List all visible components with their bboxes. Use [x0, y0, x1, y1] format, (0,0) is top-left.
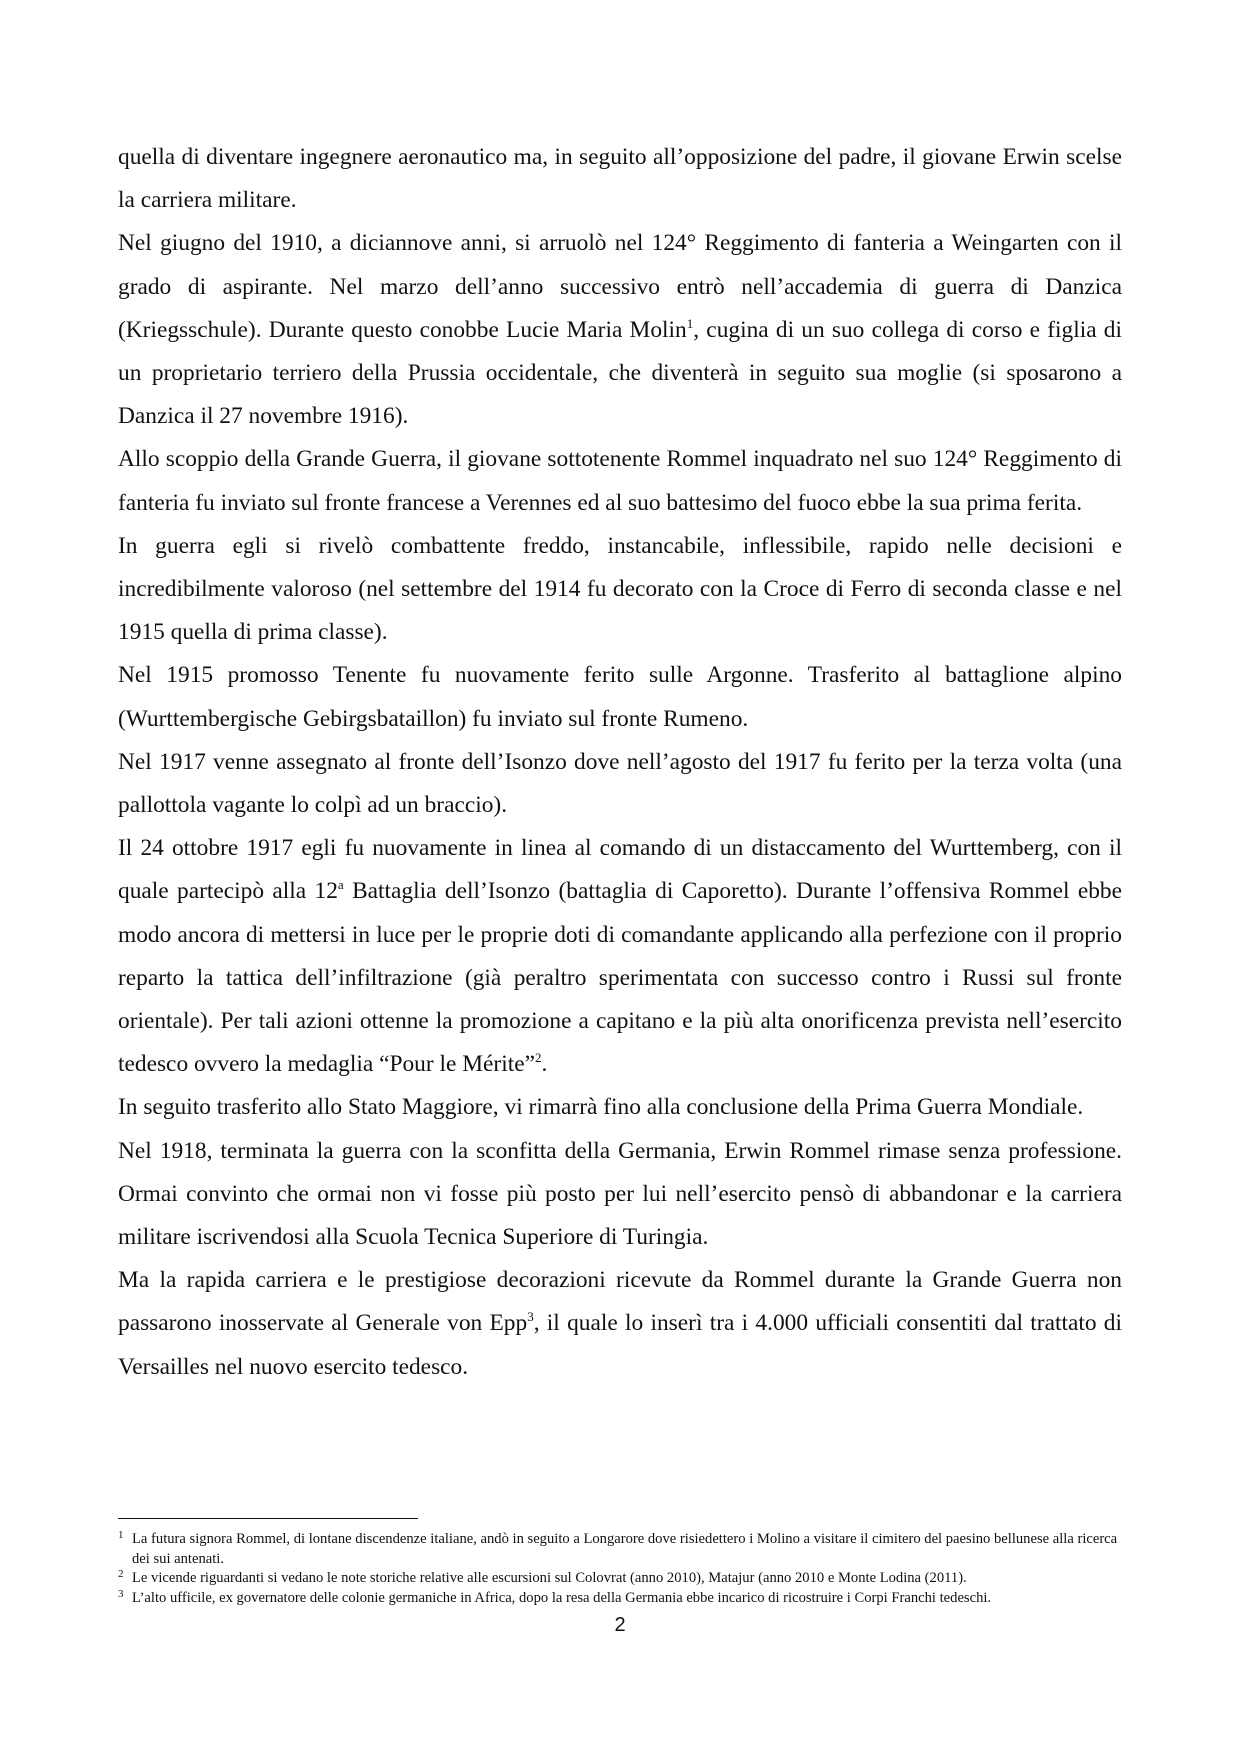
paragraph-2 — [118, 222, 1122, 438]
paragraph-2-text-after: , cugina di un suo collega di corso e figlia di un proprietario terriero della Prussia occidentale, che diventerà in seguito sua moglie (si sposarono a Danzica il 27 novembre 1916). — [118, 316, 1122, 430]
paragraph-2-text-before: Nel giugno del 1910, a diciannove anni, si arruolò nel 124° Reggimento di fanteria a Weingarten con il grado di aspirante. Nel marzo dell’anno successivo entrò nell’accademia di guerra di Danzica (Kriegsschule). Durante questo conobbe Lucie Maria Molin — [118, 230, 1122, 343]
footnote-1-text: La futura signora Rommel, di lontane discendenze italiane, andò in seguito a Longarore dove risiedettero i Molino a visitare il cimitero del paesino bellunese alla ricerca dei sui antenati. — [132, 1531, 1118, 1567]
footnote-1 — [118, 1530, 1122, 1569]
paragraph-3: Allo scoppio della Grande Guerra, il giovane sottotenente Rommel inquadrato nel suo 124° Reggimento di fanteria fu inviato sul fronte francese a Verennes ed al suo battesimo del fuoco ebbe la sua prima ferita. — [118, 446, 1122, 516]
ordinal-superscript: a — [337, 877, 344, 893]
document-body — [118, 136, 1122, 1389]
footnote-3-text: L’alto ufficile, ex governatore delle colonie germaniche in Africa, dopo la resa della Germania ebbe incarico di ricostruire i Corpi Franchi tedeschi. — [132, 1589, 992, 1606]
paragraph-10 — [118, 1259, 1122, 1389]
paragraph-6: Nel 1917 venne assegnato al fronte dell’Isonzo dove nell’agosto del 1917 fu ferito per la terza volta (una pallottola vagante lo colpì ad un braccio). — [118, 748, 1122, 819]
page-number: 2 — [614, 1614, 626, 1636]
paragraph-9: Nel 1918, terminata la guerra con la sconfitta della Germania, Erwin Rommel rimase senza professione. Ormai convinto che ormai non vi fosse più posto per lui nell’esercito pensò di abbandonar e la carriera militare iscrivendosi alla Scuola Tecnica Superiore di Turingia. — [118, 1137, 1122, 1251]
paragraph-1: quella di diventare ingegnere aeronautico ma, in seguito all’opposizione del padre, il giovane Erwin scelse la carriera militare. — [118, 144, 1122, 214]
paragraph-7-text-before: Il 24 ottobre 1917 egli fu nuovamente in linea al comando di un distaccamento del Wurttemberg, con il quale partecipò alla 12 — [118, 835, 1122, 905]
footnote-1-number: 1 — [118, 1529, 124, 1541]
footnote-ref-3[interactable]: 3 — [527, 1309, 534, 1325]
paragraph-10-text-before: Ma la rapida carriera e le prestigiose decorazioni ricevute da Rommel durante la Grande Guerra non passarono inosservate al Generale von Epp — [118, 1267, 1122, 1337]
paragraph-7-text-after: . — [541, 1051, 548, 1078]
footnote-separator — [118, 1518, 418, 1519]
footnote-2-text: Le vicende riguardanti si vedano le note storiche relative alle escursioni sul Colovrat (anno 2010), Matajur (anno 2010 e Monte Lodina (2011). — [132, 1570, 967, 1586]
paragraph-4: In guerra egli si rivelò combattente freddo, instancabile, inflessibile, rapido nelle decisioni e incredibilmente valoroso (nel settembre del 1914 fu decorato con la Croce di Ferro di seconda classe e nel 1915 quella di prima classe). — [118, 532, 1122, 646]
footnote-2-number: 2 — [118, 1568, 124, 1580]
footnotes — [118, 1530, 1122, 1608]
footnote-3-number: 3 — [118, 1587, 124, 1600]
paragraph-10-text-after: , il quale lo inserì tra i 4.000 ufficiali consentiti dal trattato di Versailles nel nuovo esercito tedesco. — [118, 1310, 1122, 1380]
footnote-3 — [118, 1589, 1122, 1609]
paragraph-8: In seguito trasferito allo Stato Maggiore, vi rimarrà fino alla conclusione della Prima Guerra Mondiale. — [118, 1094, 1084, 1121]
footnote-ref-2[interactable]: 2 — [534, 1050, 542, 1066]
footnote-ref-1[interactable]: 1 — [686, 316, 694, 332]
paragraph-7-text-middle: Battaglia dell’Isonzo (battaglia di Caporetto). Durante l’offensiva Rommel ebbe modo ancora di mettersi in luce per le proprie doti di comandante applicando alla perfezione con il proprio reparto la tattica dell’infiltrazione (già peraltro sperimentata con successo contro i Russi sul fronte orientale). Per tali azioni ottenne la promozione a capitano e la più alta onorificenza prevista nell’esercito tedesco ovvero la medaglia “Pour le Mérite” — [118, 878, 1122, 1078]
paragraph-5: Nel 1915 promosso Tenente fu nuovamente ferito sulle Argonne. Trasferito al battaglione alpino (Wurttembergische Gebirgsbataillon) fu inviato sul fronte Rumeno. — [118, 662, 1122, 732]
footnote-2 — [118, 1569, 1122, 1589]
paragraph-7 — [118, 827, 1122, 1086]
